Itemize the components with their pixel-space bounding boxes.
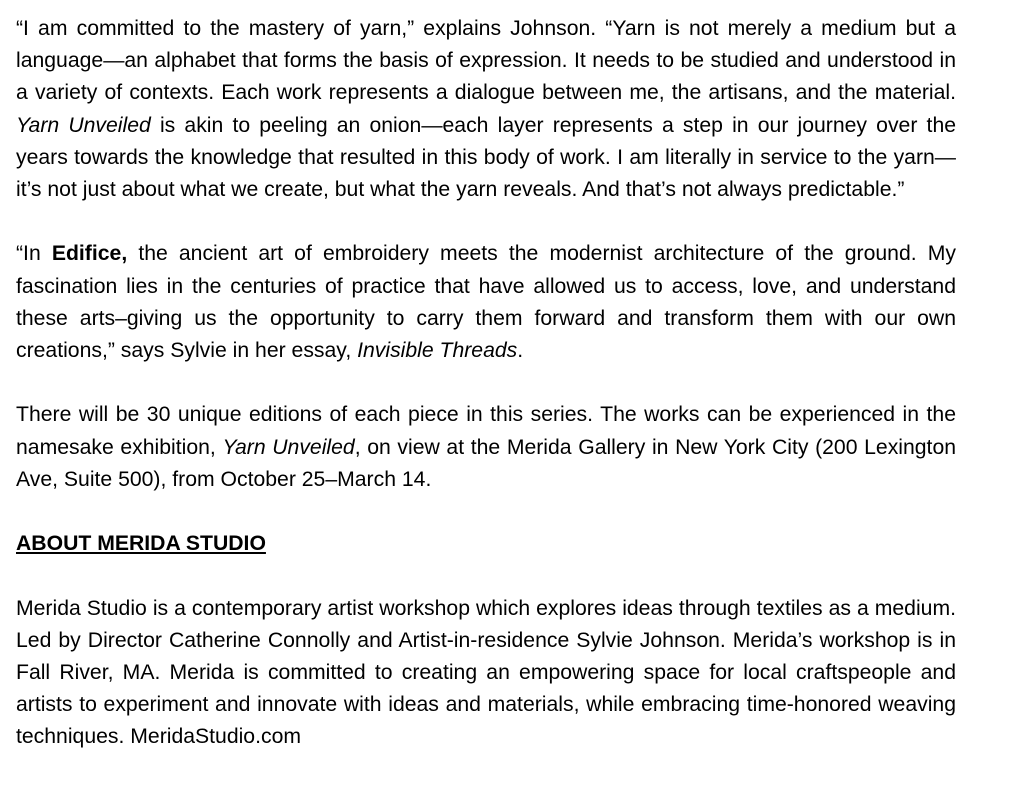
quote-paragraph-johnson: [16, 13, 956, 206]
text-run: “In: [16, 242, 52, 266]
text-run: .: [517, 339, 524, 363]
document-body: [16, 13, 956, 754]
italic-title-invisible-threads: Invisible Threads: [357, 339, 518, 363]
text-run: the ancient art of embroidery meets the modernist architecture of the ground. My fascination lies in the centuries of practice that have allowed us to access, love, and understand these arts–giving us the opportunity to carry them forward and transform them with our own creations,” says Sylvie in her essay,: [16, 242, 956, 363]
section-heading: ABOUT MERIDA STUDIO: [16, 532, 266, 556]
text-run: , on view at the Merida Gallery in New York City (200 Lexington Ave, Suite 500), from October 25–March 14.: [16, 435, 957, 491]
italic-title-yarn-unveiled: Yarn Unveiled: [16, 113, 151, 137]
text-run: There will be 30 unique editions of each piece in this series. The works can be experienced in the namesake exhibition,: [16, 403, 956, 459]
text-run: is akin to peeling an onion—each layer represents a step in our journey over the years towards the knowledge that resulted in this body of work. I am literally in service to the yarn—it’s not just about what we create, but what the yarn reveals. And that’s not always predictable.”: [16, 113, 957, 202]
exhibition-paragraph: [16, 399, 956, 496]
italic-title-yarn-unveiled: Yarn Unveiled: [222, 435, 355, 459]
text-run: “I am committed to the mastery of yarn,” explains Johnson. “Yarn is not merely a medium but a language—an alphabet that forms the basis of expression. It needs to be studied and understood in a variety of contexts. Each work represents a dialogue between me, the artisans, and the material.: [16, 17, 956, 105]
bold-title-edifice: Edifice,: [51, 242, 128, 266]
quote-paragraph-edifice: [16, 238, 956, 367]
about-paragraph: Merida Studio is a contemporary artist workshop which explores ideas through textiles as a medium. Led by Director Catherine Connolly and Artist-in-residence Sylvie Johnson. Merida’s workshop is in Fall River, MA. Merida is committed to creating an empowering space for local craftspeople and artists to experiment and innovate with ideas and materials, while embracing time-honored weaving techniques. MeridaStudio.com: [16, 596, 956, 749]
